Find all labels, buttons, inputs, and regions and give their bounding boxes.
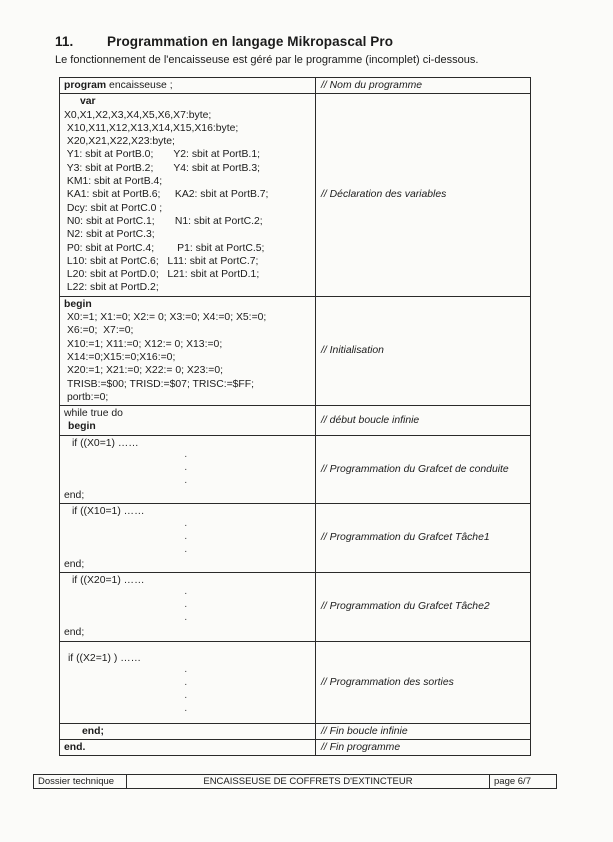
code-line: if ((X20=1) ……: [72, 574, 145, 586]
code-line: X10,X11,X12,X13,X14,X15,X16:byte;: [64, 122, 239, 134]
code-cell: [60, 740, 316, 756]
code-line: KA1: sbit at PortB.6; KA2: sbit at PortB.7;: [64, 189, 269, 201]
code-cell: [60, 723, 316, 739]
loop-begin-keyword: begin: [68, 421, 96, 433]
program-keyword: program: [64, 80, 107, 91]
comment-cell: // Programmation du Grafcet Tâche2: [316, 572, 531, 641]
code-line: Dcy: sbit at PortC.0 ;: [64, 202, 163, 214]
code-cell: [60, 406, 316, 436]
footer-row: [34, 775, 557, 789]
code-line: KM1: sbit at PortB.4;: [64, 176, 163, 188]
code-cell: [60, 435, 316, 504]
ellipsis-dots: · · ·: [184, 588, 188, 626]
ellipsis-dots: · · ·: [184, 519, 188, 557]
code-line: X20,X21,X22,X23:byte;: [64, 136, 175, 148]
footer-page-number: page 6/7: [490, 775, 557, 789]
code-line: X14:=0;X15:=0;X16:=0;: [67, 351, 176, 363]
comment-cell: // Nom du programme: [316, 78, 531, 94]
comment-cell: // Programmation du Grafcet de conduite: [316, 435, 531, 504]
footer-project-title: ENCAISSEUSE DE COFFRETS D'EXTINCTEUR: [127, 775, 490, 789]
code-line: L20: sbit at PortD.0; L21: sbit at PortD.1;: [64, 269, 260, 281]
code-line: TRISB:=$00; TRISD:=$07; TRISC:=$FF;: [67, 378, 255, 390]
code-line: L22: sbit at PortD.2;: [64, 282, 159, 294]
section-title: Programmation en langage Mikropascal Pro: [107, 34, 394, 49]
code-cell: [60, 94, 316, 296]
begin-keyword: begin: [64, 298, 92, 310]
code-cell: [60, 504, 316, 573]
code-line: N0: sbit at PortC.1; N1: sbit at PortC.2;: [64, 215, 263, 227]
row-loop-start: [60, 406, 531, 436]
section-number: 11.: [55, 34, 74, 49]
ellipsis-dots: · · · ·: [184, 665, 188, 716]
end-line: end;: [64, 490, 85, 502]
code-line: X0:=1; X1:=0; X2:= 0; X3:=0; X4:=0; X5:=0;: [67, 312, 267, 324]
loop-end-line: end;: [82, 725, 104, 737]
comment-cell: // Déclaration des variables: [316, 94, 531, 296]
code-line: X10:=1; X11:=0; X12:= 0; X13:=0;: [67, 338, 223, 350]
code-line: Y3: sbit at PortB.2; Y4: sbit at PortB.3;: [64, 162, 260, 174]
row-grafcet-tache2: [60, 572, 531, 641]
code-line: Y1: sbit at PortB.0; Y2: sbit at PortB.1;: [64, 149, 260, 161]
init-lines: [64, 311, 311, 404]
comment-cell: // Initialisation: [316, 296, 531, 405]
row-var-declarations: [60, 94, 531, 296]
code-line: if ((X2=1) ) ……: [68, 652, 142, 664]
page-footer: [33, 774, 557, 789]
comment-cell: // début boucle infinie: [316, 406, 531, 436]
var-lines: [64, 109, 311, 295]
footer-document-type: Dossier technique: [34, 775, 127, 789]
code-line: if ((X0=1) ……: [72, 437, 139, 449]
row-sorties: [60, 641, 531, 723]
section-heading: [55, 34, 393, 49]
comment-cell: // Programmation des sorties: [316, 641, 531, 723]
program-table: [59, 77, 531, 756]
comment-cell: // Fin boucle infinie: [316, 723, 531, 739]
row-initialisation: [60, 296, 531, 405]
while-line: while true do: [64, 408, 123, 420]
program-name: encaisseuse ;: [106, 80, 173, 91]
end-line: end;: [64, 558, 85, 570]
code-line: if ((X10=1) ……: [72, 506, 145, 518]
end-line: end;: [64, 627, 85, 639]
code-cell: [60, 296, 316, 405]
row-grafcet-conduite: [60, 435, 531, 504]
code-line: X20:=1; X21:=0; X22:= 0; X23:=0;: [67, 365, 223, 377]
code-cell: [60, 572, 316, 641]
code-line: N2: sbit at PortC.3;: [64, 229, 155, 241]
var-keyword: var: [80, 96, 96, 108]
row-loop-end: [60, 723, 531, 739]
code-cell: [60, 78, 316, 94]
code-line: L10: sbit at PortC.6; L11: sbit at PortC.7;: [64, 255, 259, 267]
row-program-header: [60, 78, 531, 94]
intro-text: Le fonctionnement de l'encaisseuse est géré par le programme (incomplet) ci-dessous.: [55, 54, 479, 66]
comment-cell: // Fin programme: [316, 740, 531, 756]
row-program-end: [60, 740, 531, 756]
ellipsis-dots: · · ·: [184, 451, 188, 489]
code-line: P0: sbit at PortC.4; P1: sbit at PortC.5;: [64, 242, 265, 254]
code-line: X6:=0; X7:=0;: [67, 325, 134, 337]
code-line: portb:=0;: [67, 391, 109, 403]
program-end-line: end.: [64, 742, 86, 754]
code-cell: [60, 641, 316, 723]
row-grafcet-tache1: [60, 504, 531, 573]
code-line: X0,X1,X2,X3,X4,X5,X6,X7:byte;: [64, 109, 212, 121]
comment-cell: // Programmation du Grafcet Tâche1: [316, 504, 531, 573]
